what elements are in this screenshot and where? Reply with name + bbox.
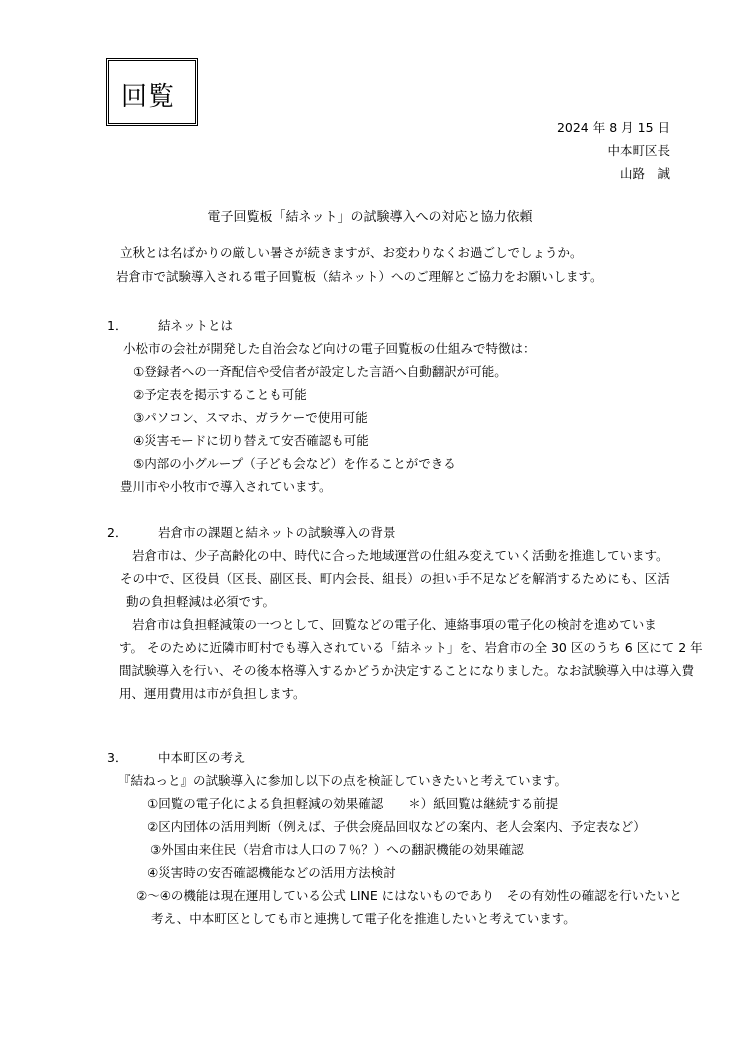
section1-intro: 小松市の会社が開発した自治会など向けの電子回覧板の仕組みで特徴は： [123,341,536,356]
section3-item: ③外国由来住民（岩倉市は人口の７％？）への翻訳機能の効果確認 [150,842,524,857]
section1-number: 1． [107,318,128,333]
section2-line: 岩倉市は、少子高齢化の中、時代に合った地域運営の仕組み変えていく活動を推進しています。 [132,548,669,563]
section1-item: ①登録者への一斉配信や受信者が設定した言語へ自動翻訳が可能。 [133,364,507,379]
section2-line: 動の負担軽減は必須です。 [126,594,276,609]
section1-item: ③パソコン、スマホ、ガラケーで使用可能 [133,410,368,425]
section2-line: 間試験導入を行い、その後本格導入するかどうか決定することになりました。なお試験導入中は導入費 [119,663,695,678]
section1-item: ④災害モードに切り替えて安否確認も可能 [133,433,369,448]
kairan-label: 回覧 [121,82,176,112]
greeting-line: 立秋とは名ばかりの厳しい暑さが続きますが、お変わりなくお過ごしでしょうか。 [120,245,583,260]
section2-number: 2． [107,525,128,540]
document-title: 電子回覧板「結ネット」の試験導入への対応と協力依頼 [207,210,533,225]
section3-closing-line: 考え、中本町区としても市と連携して電子化を推進したいと考えています。 [151,911,576,926]
section3-item: ①回覧の電子化による負担軽減の効果確認 ＊）紙回覧は継続する前提 [147,796,559,811]
section1-closing: 豊川市や小牧市で導入されています。 [120,479,332,494]
section3-item: ④災害時の安否確認機能などの活用方法検討 [147,865,396,880]
section2-line: 用、運用費用は市が負担します。 [119,686,306,701]
sender-org: 中本町区長 [607,143,670,158]
greeting-line: 岩倉市で試験導入される電子回覧板（結ネット）へのご理解とご協力をお願いします。 [116,269,603,284]
section2-line: す。 そのために近隣市町村でも導入されている「結ネット」を、岩倉市の全 30 区のうち 6 区にて 2 年 [119,640,703,655]
kairan-stamp-box [106,58,198,126]
section3-heading: 中本町区の考え [158,750,246,765]
section1-item: ⑤内部の小グループ（子ども会など）を作ることができる [133,456,456,471]
section2-line: その中で、区役員（区長、副区長、町内会長、組長）の担い手不足などを解消するためにも、区活 [120,571,670,586]
section3-intro: 『結ねっと』の試験導入に参加し以下の点を検証していきたいと考えています。 [118,773,568,788]
section3-item: ②区内団体の活用判断（例えば、子供会廃品回収などの案内、老人会案内、予定表など） [147,819,646,834]
section2-heading: 岩倉市の課題と結ネットの試験導入の背景 [158,525,396,540]
section1-heading: 結ネットとは [158,318,234,333]
sender-name: 山路 誠 [619,166,670,181]
date: 2024 年 8 月 15 日 [556,120,670,135]
section2-line: 岩倉市は負担軽減策の一つとして、回覧などの電子化、連絡事項の電子化の検討を進めていま [132,617,657,632]
section3-number: 3． [107,750,128,765]
section1-item: ②予定表を掲示することも可能 [133,387,307,402]
section3-closing-line: ②～④の機能は現在運用している公式 LINE にはないものであり その有効性の確認を行いたいと [136,888,682,903]
